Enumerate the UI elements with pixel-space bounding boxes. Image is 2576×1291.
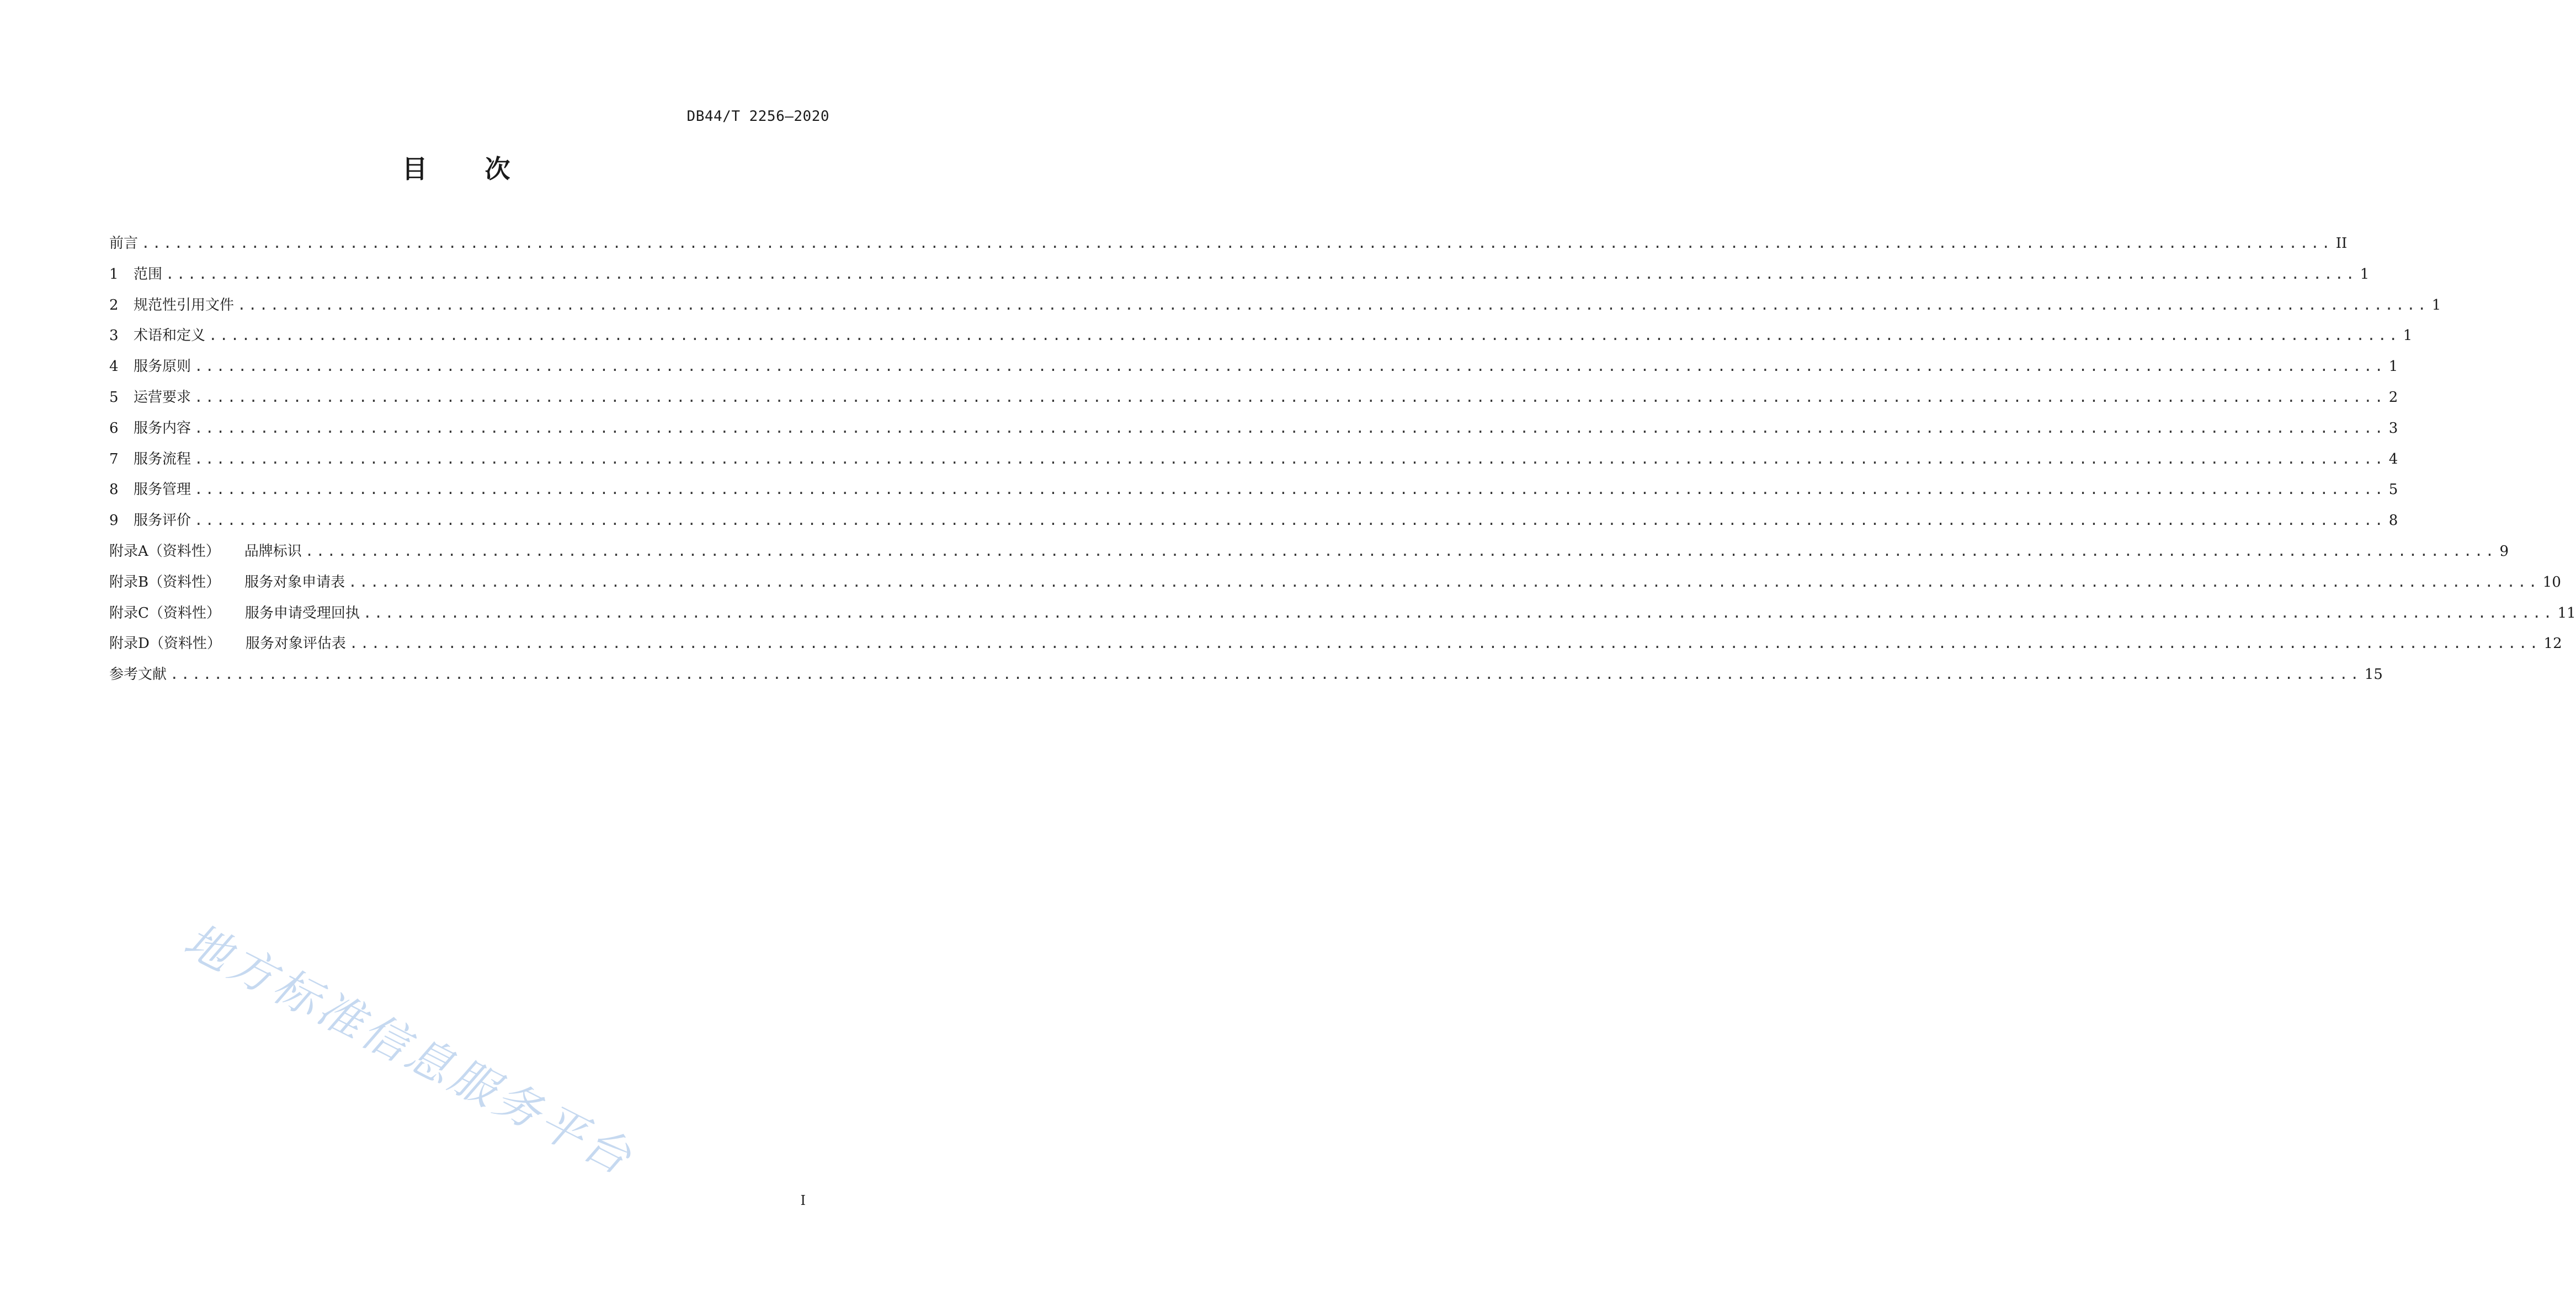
toc-entry-number: 3	[109, 327, 119, 344]
toc-entry-number: 4	[109, 358, 119, 375]
toc-entry-page: 1	[2360, 265, 2370, 283]
toc-entry-title: 服务原则	[134, 358, 191, 375]
toc-entry-page: 4	[2388, 450, 2398, 467]
toc-leader-dots: ........................................................................................................................................................................................................	[194, 389, 2386, 406]
toc-entry-title: 服务对象评估表	[245, 635, 346, 652]
toc-leader-dots: ........................................................................................................................................................................................................	[305, 543, 2497, 560]
toc-leader-dots: ........................................................................................................................................................................................................	[170, 666, 2361, 683]
toc-entry[interactable]	[109, 665, 2383, 696]
toc-leader-dots: ........................................................................................................................................................................................................	[194, 358, 2386, 375]
toc-entry-title: 术语和定义	[134, 327, 206, 344]
toc-entry-page: 11	[2557, 604, 2576, 621]
toc-entry-page: 5	[2388, 481, 2398, 498]
toc-entry-appendix-label: 附录D（资料性）	[109, 635, 221, 652]
toc-entry-page: 3	[2388, 419, 2398, 437]
toc-entry-title: 品牌标识	[244, 543, 302, 560]
toc-leader-dots: ........................................................................................................................................................................................................	[348, 573, 2540, 591]
toc-leader-dots: ........................................................................................................................................................................................................	[141, 235, 2333, 252]
toc-entry-appendix-label: 附录B（资料性）	[109, 573, 221, 591]
page-title	[0, 149, 912, 185]
toc-entry-page: 12	[2543, 635, 2562, 652]
toc-entry-title: 服务对象申请表	[244, 573, 345, 591]
toc-leader-dots: ........................................................................................................................................................................................................	[209, 327, 2400, 344]
toc-entry[interactable]	[109, 419, 2398, 450]
toc-entry[interactable]	[109, 542, 2509, 573]
toc-entry-appendix-label: 附录A（资料性）	[109, 543, 220, 560]
toc-entry-page: 10	[2542, 573, 2561, 591]
table-of-contents	[109, 234, 2576, 696]
toc-entry[interactable]	[109, 450, 2398, 481]
toc-entry-title: 参考文献	[109, 666, 167, 683]
toc-entry-title: 服务内容	[134, 419, 191, 437]
toc-entry-title: 前言	[109, 235, 139, 252]
toc-entry-number: 1	[109, 265, 119, 283]
toc-entry[interactable]	[109, 265, 2370, 296]
toc-entry-appendix-label: 附录C（资料性）	[109, 604, 221, 621]
toc-entry-title: 规范性引用文件	[134, 296, 235, 314]
toc-leader-dots: ........................................................................................................................................................................................................	[166, 265, 2357, 283]
toc-leader-dots: ........................................................................................................................................................................................................	[194, 512, 2386, 529]
toc-entry[interactable]	[109, 604, 2576, 635]
toc-entry[interactable]	[109, 357, 2398, 388]
toc-entry-page: II	[2335, 235, 2348, 252]
toc-entry-number: 7	[109, 450, 119, 467]
toc-entry-page: 1	[2431, 296, 2441, 314]
toc-entry[interactable]	[109, 234, 2348, 265]
toc-entry-number: 6	[109, 419, 119, 437]
toc-entry[interactable]	[109, 480, 2398, 511]
toc-entry[interactable]	[109, 326, 2413, 357]
toc-leader-dots: ........................................................................................................................................................................................................	[194, 481, 2386, 498]
toc-entry[interactable]	[109, 296, 2441, 327]
toc-entry-page: 1	[2388, 358, 2398, 375]
doc-code: DB44/T 2256—2020	[686, 108, 829, 125]
toc-leader-dots: ........................................................................................................................................................................................................	[349, 635, 2541, 652]
toc-entry-page: 2	[2388, 389, 2398, 406]
toc-entry-page: 8	[2388, 512, 2398, 529]
page-title-char-1: 目	[402, 154, 428, 184]
toc-entry-number: 9	[109, 512, 119, 529]
toc-entry-title: 服务评价	[134, 512, 191, 529]
toc-entry-page: 9	[2499, 543, 2509, 560]
toc-leader-dots: ........................................................................................................................................................................................................	[363, 604, 2554, 621]
toc-entry-title: 服务申请受理回执	[244, 604, 360, 621]
toc-entry-number: 5	[109, 389, 119, 406]
toc-entry-number: 2	[109, 296, 119, 314]
toc-entry-title: 运营要求	[134, 389, 191, 406]
toc-entry-title: 服务流程	[134, 450, 191, 467]
toc-entry-title: 范围	[134, 265, 163, 283]
watermark: 地方标准信息服务平台	[175, 914, 642, 1187]
toc-entry[interactable]	[109, 634, 2562, 665]
toc-entry[interactable]	[109, 388, 2398, 419]
toc-leader-dots: ........................................................................................................................................................................................................	[194, 450, 2386, 467]
toc-entry[interactable]	[109, 573, 2561, 604]
toc-entry-page: 15	[2364, 666, 2383, 683]
page-number: I	[800, 1193, 806, 1208]
toc-entry-title: 服务管理	[134, 481, 191, 498]
toc-entry[interactable]	[109, 511, 2398, 542]
toc-leader-dots: ........................................................................................................................................................................................................	[194, 419, 2386, 437]
toc-leader-dots: ........................................................................................................................................................................................................	[237, 296, 2429, 314]
toc-entry-page: 1	[2403, 327, 2413, 344]
toc-entry-number: 8	[109, 481, 119, 498]
page-title-char-2: 次	[485, 154, 510, 184]
